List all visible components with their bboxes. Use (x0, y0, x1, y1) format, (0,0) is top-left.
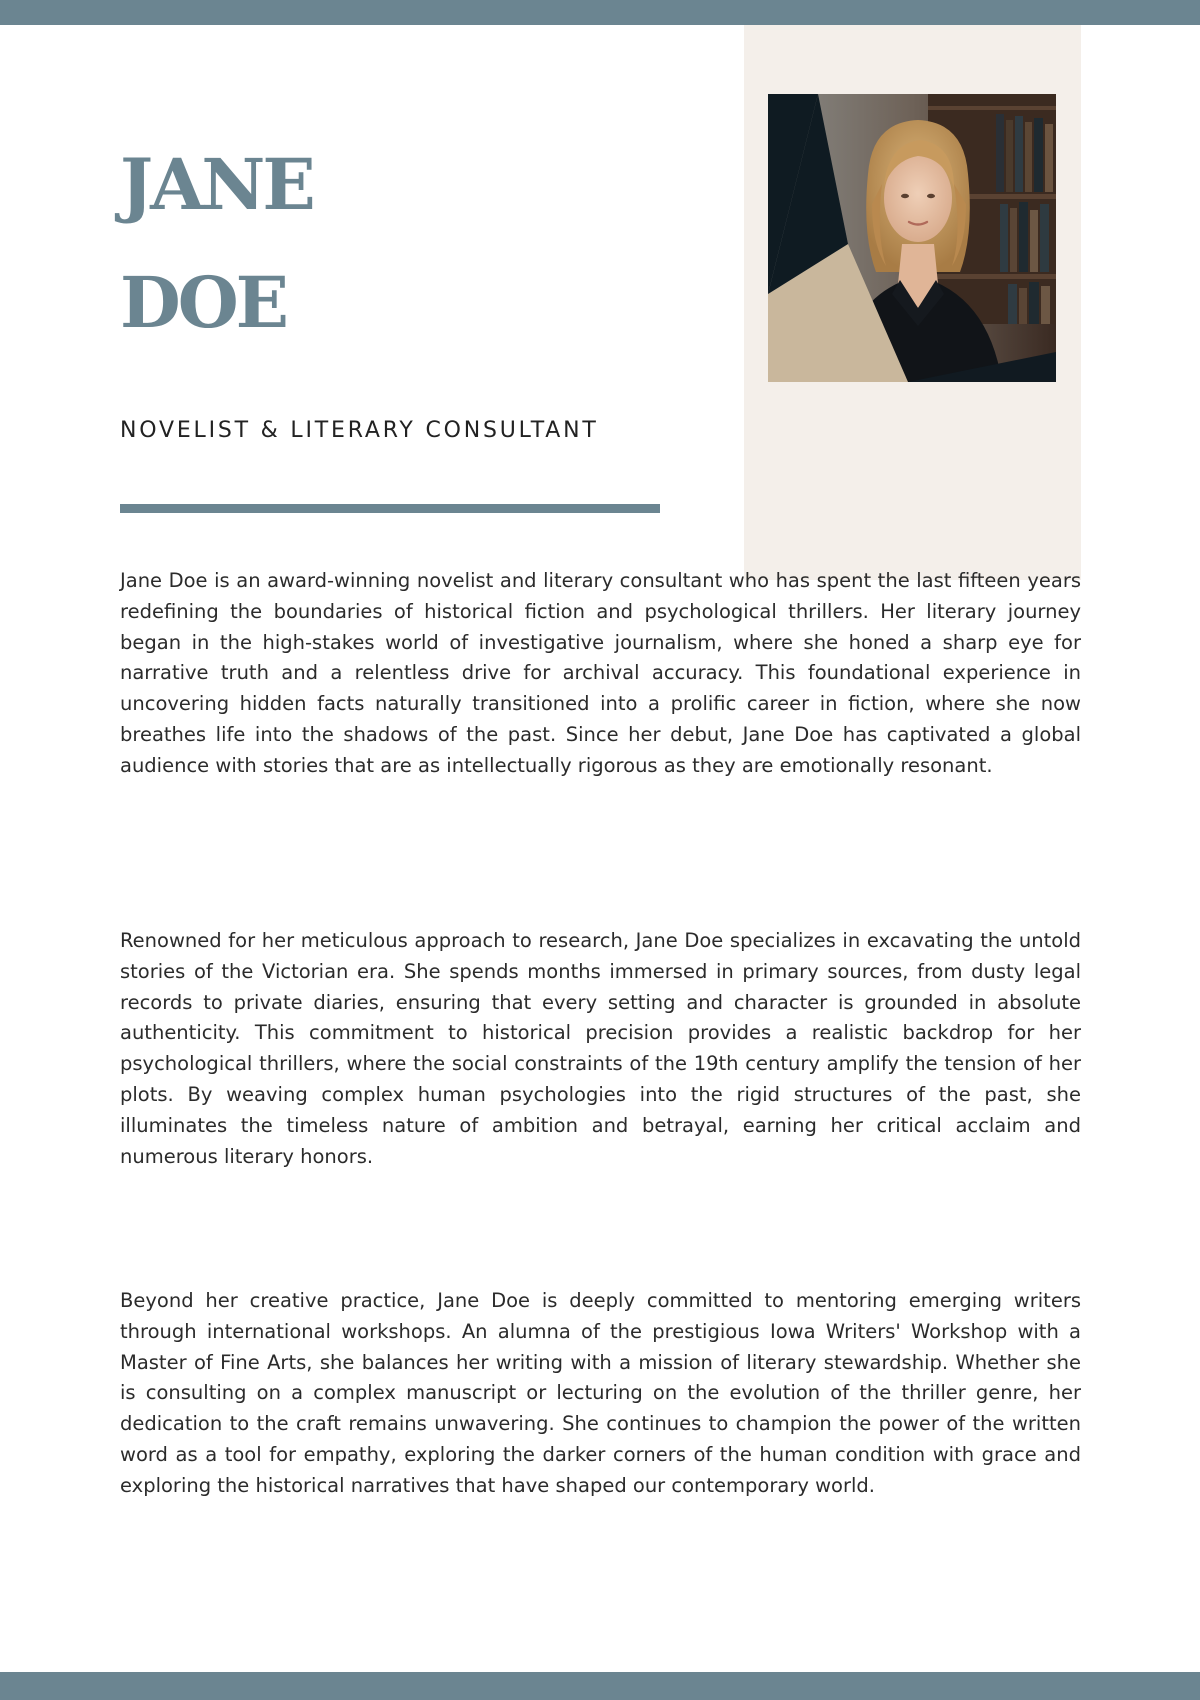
last-name: DOE (120, 261, 287, 344)
bio-paragraph-1: Jane Doe is an award-winning novelist and literary consultant who has spent the last fifteen years redefining the boundaries of historical fiction and psychological thrillers. Her literary journey began in the high-stakes world of investigative journalism, where she honed a sharp eye for narrative truth and a relentless drive for archival accuracy. This foundational experience in uncovering hidden facts naturally transitioned into a prolific career in fiction, where she now breathes life into the shadows of the past. Since her debut, Jane Doe has captivated a global audience with stories that are as intellectually rigorous as they are emotionally resonant. (120, 569, 1081, 777)
bottom-accent-band (0, 1672, 1200, 1700)
first-name: JANE (120, 143, 313, 226)
portrait-photo (768, 94, 1056, 382)
bio-paragraph-2: Renowned for her meticulous approach to research, Jane Doe specializes in excavating the untold stories of the Victorian era. She spends months immersed in primary sources, from dusty legal records to private diaries, ensuring that every setting and character is grounded in absolute authenticity. This commitment to historical precision provides a realistic backdrop for her psychological thrillers, where the social constraints of the 19th century amplify the tension of her plots. By weaving complex human psychologies into the rigid structures of the past, she illuminates the timeless nature of ambition and betrayal, earning her critical acclaim and numerous literary honors. (120, 929, 1081, 1168)
job-title: NOVELIST & LITERARY CONSULTANT (120, 418, 599, 443)
bio-paragraph-3: Beyond her creative practice, Jane Doe is deeply committed to mentoring emerging writers through international workshops. An alumna of the prestigious Iowa Writers' Workshop with a Master of Fine Arts, she balances her writing with a mission of literary stewardship. Whether she is consulting on a complex manuscript or lecturing on the evolution of the thriller genre, her dedication to the craft remains unwavering. She continues to champion the power of the written word as a tool for empathy, exploring the darker corners of the human condition with grace and exploring the historical narratives that have shaped our contemporary world. (120, 1289, 1081, 1497)
top-accent-band (0, 0, 1200, 25)
accent-rule (120, 504, 660, 513)
